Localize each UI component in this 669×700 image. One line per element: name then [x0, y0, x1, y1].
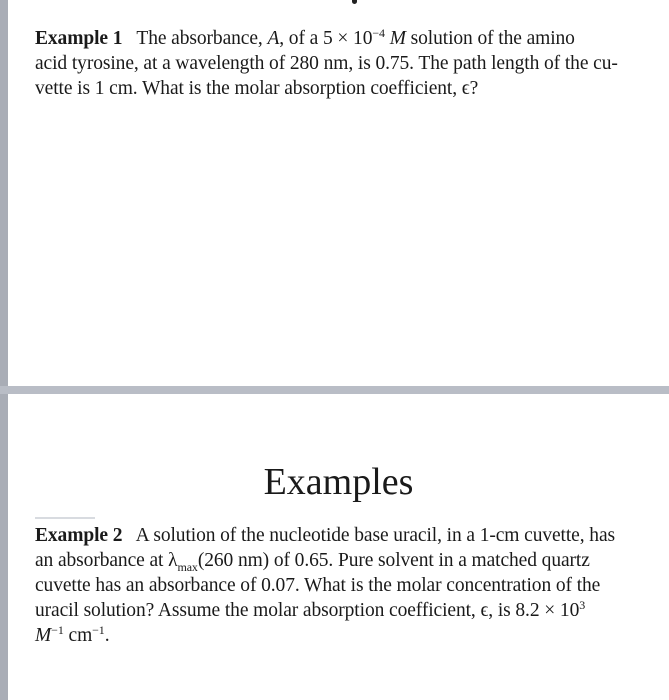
- example-2-line-1: Example 2 A solution of the nucleotide base uracil, in a 1-cm cuvette, has: [35, 525, 615, 546]
- slide-example-1: [8, 0, 669, 386]
- faint-rule: [35, 517, 95, 519]
- slide-example-2: [8, 394, 669, 700]
- slide-title: Examples: [263, 461, 414, 503]
- slide-separator: [0, 386, 669, 394]
- example-1-line-2: acid tyrosine, at a wavelength of 280 nm, is 0.75. The path length of the cu-: [35, 53, 618, 74]
- example-2-label: Example 2: [35, 525, 123, 546]
- example-1-label: Example 1: [35, 28, 123, 49]
- example-2-line-3: cuvette has an absorbance of 0.07. What is the molar concentration of the: [35, 575, 601, 596]
- example-1-line-1: Example 1 The absorbance, A, of a $5 \times 10^{-4}$ M solution of the amino: [35, 26, 575, 49]
- example-2-paragraph: [35, 523, 635, 648]
- example-1-paragraph: [35, 26, 635, 101]
- example-2-line-2: an absorbance at $\lambda_{max}(260$ nm) of 0.65. Pure solvent in a matched quartz: [35, 550, 590, 574]
- example-2-line-5: $M^{-1}$ $cm^{-1}$.: [35, 623, 110, 646]
- example-1-line-3: vette is 1 cm. What is the molar absorption coefficient, ϵ?: [35, 78, 479, 99]
- example-2-line-4: uracil solution? Assume the molar absorption coefficient, ϵ, is $8.2 \times 10^3$: [35, 598, 586, 621]
- left-edge-bar: [0, 0, 8, 700]
